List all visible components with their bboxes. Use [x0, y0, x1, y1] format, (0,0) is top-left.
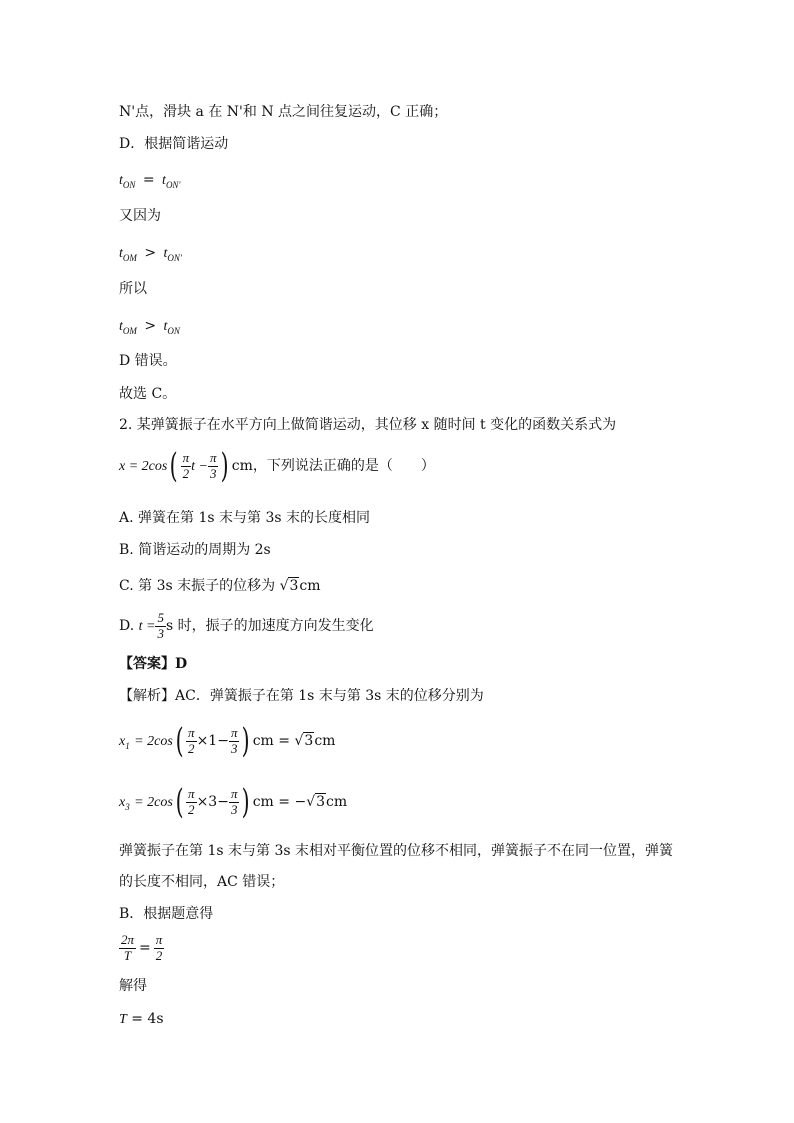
formula-tail-text: cm，下列说法正确的是（ ）	[231, 458, 435, 474]
math-op: =	[142, 172, 155, 188]
equation-period: $\frac{2\pi}{T}$ = $\frac{\pi}{2}$	[121, 932, 163, 963]
option-d: D. t = $\frac{5}{3}$ s 时，振子的加速度方向发生变化	[119, 610, 374, 641]
fraction: $\frac{\pi}{3}$	[209, 450, 217, 481]
option-c: C. 第 3s 末振子的位移为 √3cm	[119, 578, 321, 594]
equation-T: T = 4s	[119, 1011, 164, 1027]
sqrt: √3	[294, 733, 314, 749]
option-a: A. 弹簧在第 1s 末与第 3s 末的长度相同	[119, 510, 370, 526]
question-formula	[119, 448, 435, 485]
equation-x1: $x_1 = 2\cos$( $\frac{\pi}{2}$ ×1− $\frac{\pi}{3}$ ) cm = √3cm	[119, 721, 336, 761]
analysis-line: 【解析】AC．弹簧振子在第 1s 末与第 3s 末的位移分别为	[119, 688, 484, 704]
text-line: B．根据题意得	[119, 906, 214, 922]
math-sub: ON	[122, 180, 136, 190]
text-line: D 错误。	[119, 353, 177, 369]
math-expr: x = 2cos	[119, 459, 168, 474]
math-var: t	[119, 319, 123, 334]
option-b: B. 简谐运动的周期为 2s	[119, 542, 271, 558]
equation-tom-gt-ton	[119, 316, 180, 341]
text-line: 弹簧振子在第 1s 末与第 3s 末相对平衡位置的位移不相同，弹簧振子不在同一位置，弹簧	[119, 843, 673, 859]
fraction: $\frac{\pi}{2}$	[182, 450, 190, 481]
sqrt: √3	[306, 794, 326, 810]
fraction: $\frac{\pi}{3}$	[230, 725, 238, 756]
math-sub: ON'	[165, 180, 181, 190]
equation-tom-gt	[119, 243, 182, 268]
paren-right: )	[242, 721, 251, 761]
math-var: t	[162, 173, 166, 188]
fraction: $\frac{\pi}{2}$	[188, 786, 195, 817]
fraction: $\frac{5}{3}$	[157, 610, 164, 641]
text-line: 的长度不相同，AC 错误；	[119, 874, 285, 890]
math-sub: OM	[122, 253, 137, 263]
paren-left: (	[175, 782, 184, 822]
sqrt: √3	[279, 578, 299, 594]
paren-left: (	[169, 446, 178, 486]
math-sub: ON'	[167, 253, 182, 263]
math-var: t	[119, 173, 123, 188]
text-line: 又因为	[119, 208, 161, 224]
text-line: 解得	[119, 978, 147, 994]
answer-line: 【答案】D	[119, 656, 188, 672]
equation-ton-eq	[119, 170, 180, 195]
text-line: D．根据简谐运动	[119, 136, 229, 152]
math-op: >	[144, 245, 157, 261]
fraction: $\frac{\pi}{2}$	[155, 932, 163, 963]
math-op: >	[144, 318, 157, 334]
math-var: t	[163, 246, 168, 261]
paren-right: )	[221, 446, 230, 486]
text-line: 所以	[119, 281, 147, 297]
fraction: $\frac{\pi}{2}$	[188, 725, 195, 756]
math-var: t	[163, 319, 168, 334]
math-sub: OM	[122, 326, 137, 336]
question-stem: 2. 某弹簧振子在水平方向上做简谐运动，其位移 x 随时间 t 变化的函数关系式为	[119, 417, 617, 433]
equation-x3: $x_3 = 2\cos$( $\frac{\pi}{2}$ ×3− $\frac{\pi}{3}$ ) cm = −√3cm	[119, 782, 348, 822]
math-sub: ON	[167, 326, 180, 336]
paren-right: )	[242, 782, 251, 822]
fraction: $\frac{2\pi}{T}$	[121, 932, 135, 963]
paren-left: (	[175, 721, 184, 761]
math-var: t	[119, 246, 123, 261]
math-expr: t −	[191, 459, 208, 474]
fraction: $\frac{\pi}{3}$	[230, 786, 238, 817]
text-line: N'点，滑块 a 在 N'和 N 点之间往复运动，C 正确；	[119, 104, 448, 120]
text-line: 故选 C。	[119, 386, 177, 402]
